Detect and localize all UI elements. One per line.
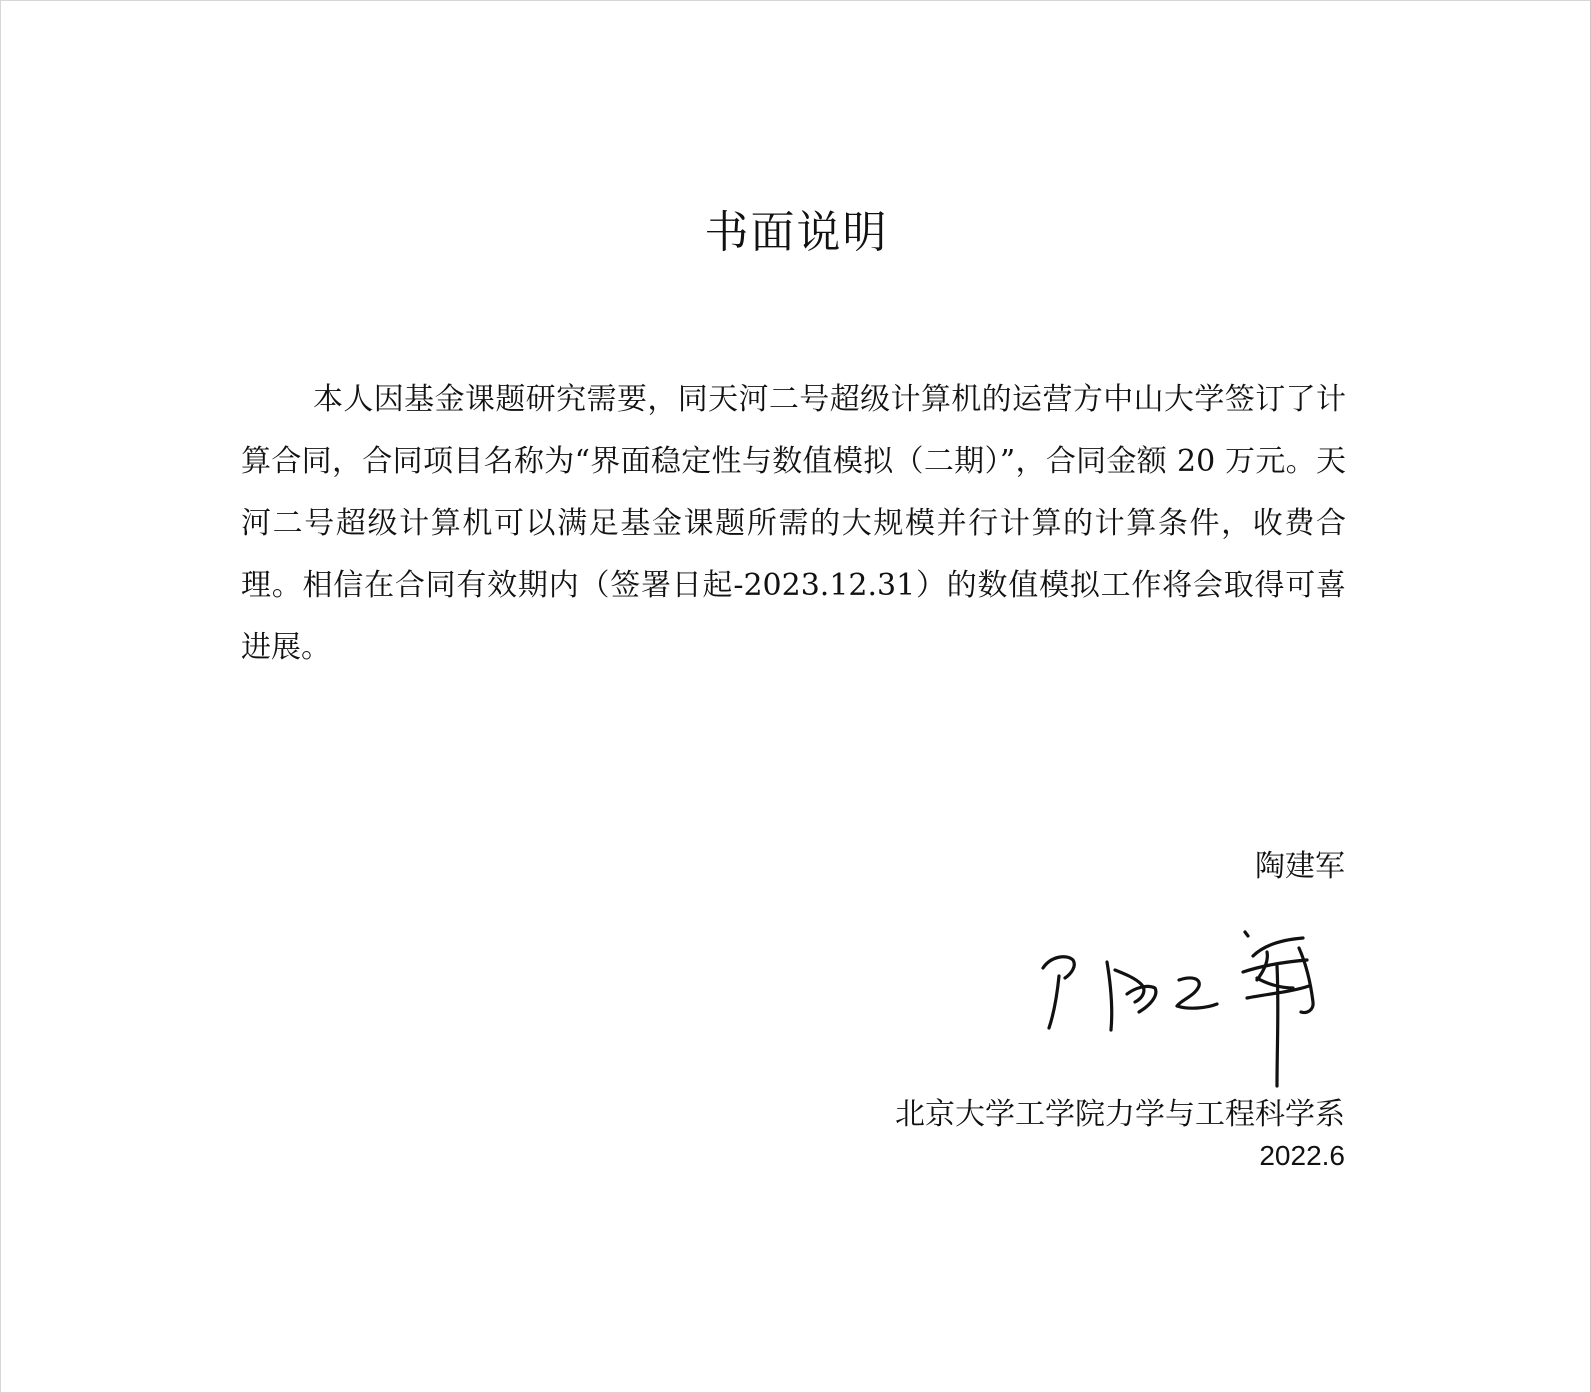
handwritten-signature: [1031, 926, 1351, 1101]
department-name: 北京大学工学院力学与工程科学系: [895, 1097, 1345, 1132]
document-title: 书面说明: [704, 207, 889, 258]
document-body: 本人因基金课题研究需要，同天河二号超级计算机的运营方中山大学签订了计算合同，合同项目名称为“界面稳定性与数值模拟（二期）”，合同金额 20 万元。天河二号超级计算机可以满足基金课题所需的大规模并行计算的计算条件，收费合理。相信在合同有效期内（签署日起-2023.12.31）的数值模拟工作将会取得可喜进展。: [241, 382, 1346, 665]
document-date: 2022.6: [1259, 1140, 1345, 1171]
author-name: 陶建军: [1255, 849, 1345, 884]
